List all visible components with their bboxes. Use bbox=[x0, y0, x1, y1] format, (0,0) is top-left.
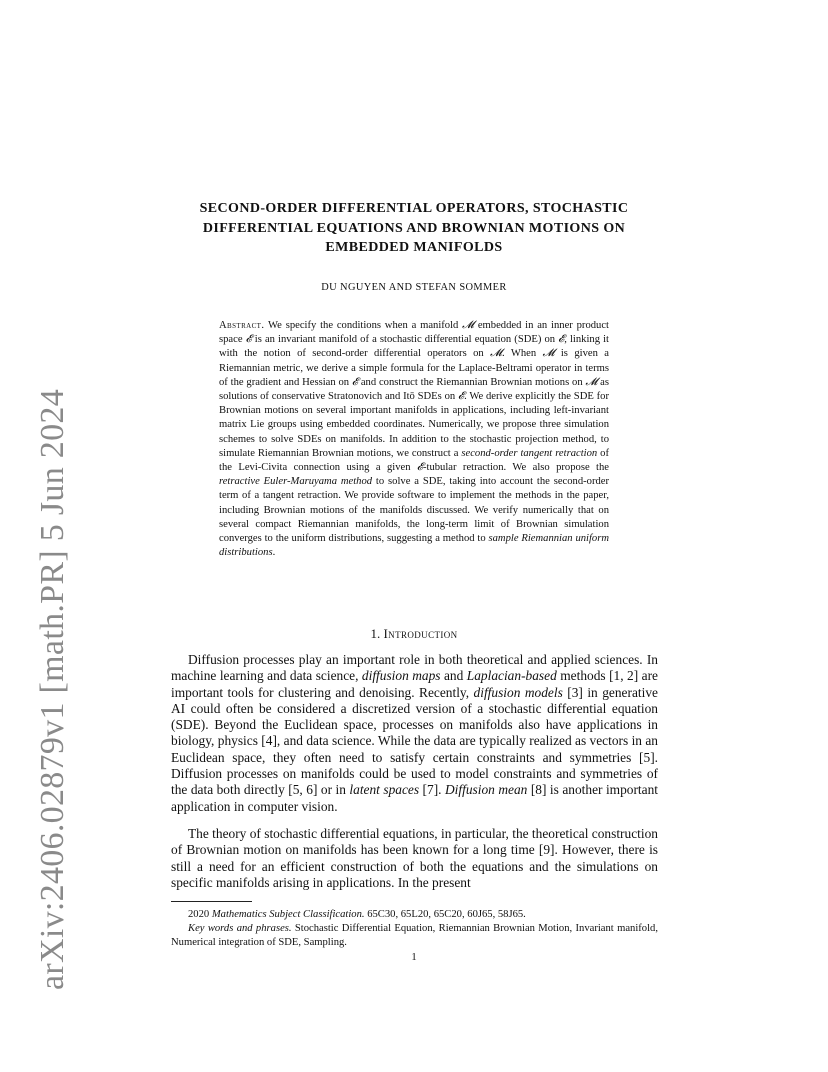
paragraph-text: and bbox=[440, 668, 467, 684]
abstract-emphasis: retractive Euler-Maruyama method bbox=[219, 476, 373, 488]
math-symbol-E: 𝓔 bbox=[351, 376, 358, 388]
abstract-text: is given a Riemannian metric, we derive a simple formula for the Laplace-Beltrami operator in terms of the gradient and Hessian on bbox=[219, 348, 609, 388]
footnote-msc bbox=[171, 908, 658, 922]
section-heading-introduction bbox=[170, 626, 658, 642]
paragraph-text: [3] in generative AI could often be considered a discretized version of a stochastic differential equation (SDE). Beyond the Euclidean space, processes on manifolds also have applications in biology, physics [4], and data science. While the data are typically realized as vectors in an Euclidean space, they often need to satisfy certain constraints and symmetries [5]. Diffusion processes on manifolds could be used to model constraints and symmetries of the data both directly [5, 6] or in bbox=[171, 684, 658, 798]
footnote-divider bbox=[171, 901, 252, 902]
math-symbol-E: 𝓔 bbox=[245, 334, 252, 346]
abstract bbox=[219, 319, 609, 560]
paragraph-text: [8] is another important application in computer vision. bbox=[171, 782, 659, 814]
footnote-text: 65C30, 65L20, 65C20, 60J65, 58J65. bbox=[364, 909, 526, 920]
abstract-text: , linking it with the notion of second-order differential operators on bbox=[219, 334, 609, 360]
body-paragraph-2: The theory of stochastic differential equations, in particular, the theoretical construction of Brownian motion on manifolds has been known for a long time [9]. However, there is still a need for an efficient construction of both the equations and the simulations on specific manifolds arising in applications. In the present bbox=[171, 826, 658, 890]
abstract-text: to solve a SDE, taking into account the second-order term of a tangent retraction. We provide software to implement the methods in the paper, including Brownian motions of the manifolds discussed. We verify numerically that on several compact Riemannian manifolds, the long-term limit of Brownian simulation converges to the uniform distributions, suggesting a method to bbox=[219, 476, 609, 545]
math-symbol-M: 𝓜 bbox=[542, 348, 555, 360]
page-number: 1 bbox=[411, 952, 417, 963]
abstract-text: . bbox=[272, 547, 276, 559]
abstract-emphasis: sample Riemannian uniform distributions bbox=[219, 533, 610, 559]
title-line-2: DIFFERENTIAL EQUATIONS AND BROWNIAN MOTIONS ON bbox=[202, 220, 626, 236]
abstract-text: . When bbox=[502, 348, 543, 360]
footnote-keywords bbox=[171, 922, 658, 950]
paragraph-emphasis: Diffusion mean bbox=[445, 782, 528, 798]
abstract-text: -tubular retraction. We also propose the bbox=[422, 462, 610, 474]
math-symbol-M: 𝓜 bbox=[490, 348, 502, 360]
abstract-label: Abstract. bbox=[219, 320, 265, 331]
abstract-text: and construct the Riemannian Brownian motions on bbox=[358, 376, 586, 388]
math-symbol-M: 𝓜 bbox=[462, 320, 475, 331]
body-paragraph-1 bbox=[171, 652, 658, 815]
paper-title bbox=[170, 199, 658, 258]
footnote-label: Key words and phrases. bbox=[188, 923, 292, 934]
section-title: Introduction bbox=[383, 626, 458, 641]
footnote-text: Stochastic Differential Equation, Riemannian Brownian Motion, Invariant manifold, Numerical integration of SDE, Sampling. bbox=[171, 923, 658, 949]
paragraph-emphasis: latent spaces bbox=[349, 782, 420, 798]
author-names: DU NGUYEN AND STEFAN SOMMER bbox=[321, 282, 507, 293]
title-line-3: EMBEDDED MANIFOLDS bbox=[325, 240, 503, 255]
abstract-text: embedded in an inner product space bbox=[219, 320, 609, 346]
footnote-label: Mathematics Subject Classification. bbox=[211, 909, 365, 920]
paragraph-text: methods [1, 2] are important tools for clustering and denoising. Recently, bbox=[171, 668, 658, 700]
abstract-text: . We derive explicitly the SDE for Brownian motions on several important manifolds in applications, including left-invariant matrix Lie groups using embedded coordinates. Numerically, we propose three simulation schemes to solve SDEs on manifolds. In addition to the stochastic projection method, to simulate Riemannian Brownian motions, we construct a bbox=[219, 391, 609, 459]
math-symbol-M: 𝓜 bbox=[585, 376, 598, 388]
abstract-text: is an invariant manifold of a stochastic differential equation (SDE) on bbox=[251, 334, 559, 346]
abstract-text: We specify the conditions when a manifold bbox=[264, 320, 463, 331]
section-number: 1. bbox=[370, 626, 384, 641]
paragraph-text: Diffusion processes play an important role in both theoretical and applied sciences. In machine learning and data science, bbox=[171, 652, 658, 684]
title-line-1: SECOND-ORDER DIFFERENTIAL OPERATORS, STOCHASTIC bbox=[199, 201, 629, 216]
paragraph-emphasis: Laplacian-based bbox=[466, 668, 557, 684]
abstract-text: as solutions of conservative Stratonovich and Itō SDEs on bbox=[219, 376, 609, 403]
footnote-year: 2020 bbox=[188, 909, 212, 920]
abstract-text: of the Levi-Civita connection using a given bbox=[219, 447, 609, 474]
paragraph-emphasis: diffusion maps bbox=[361, 668, 441, 684]
arxiv-identifier-stamp: arXiv:2406.02879v1 [math.PR] 5 Jun 2024 bbox=[34, 388, 71, 990]
paragraph-text: [7]. bbox=[419, 782, 445, 798]
math-symbol-E: 𝓔 bbox=[416, 462, 423, 474]
abstract-emphasis: second-order tangent retraction bbox=[461, 447, 598, 459]
math-symbol-E: 𝓔 bbox=[558, 334, 565, 346]
math-symbol-E: 𝓔 bbox=[457, 391, 465, 403]
paragraph-emphasis: diffusion models bbox=[473, 684, 563, 700]
